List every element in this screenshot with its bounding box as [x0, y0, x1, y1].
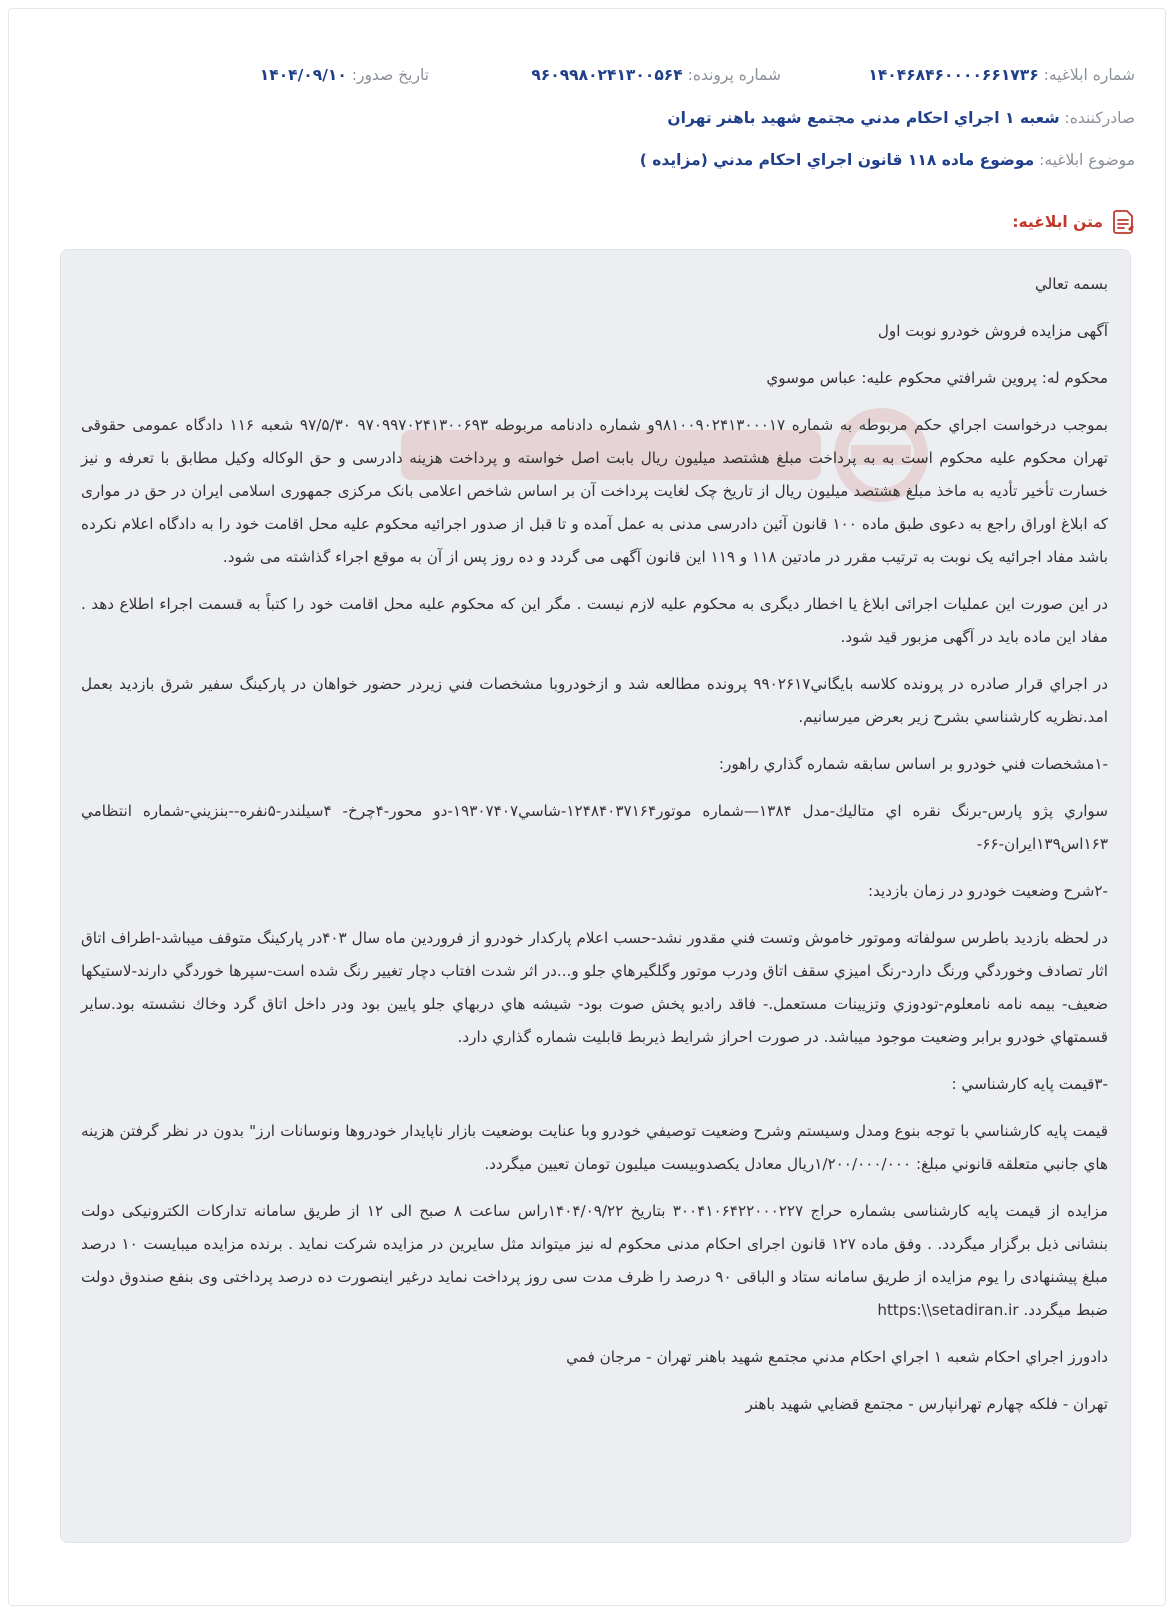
paragraph-notification-rule: در این صورت این عملیات اجرائی ابلاغ یا اخطار دیگری به محکوم علیه لازم نیست . مگر این که محکوم علیه محل اقامت خود را کتباً به قسمت اجراء اطلاع دهد . مفاد این ماده باید در آگهی مزبور قید شود. [81, 595, 1108, 646]
paragraph-judgment: بموجب درخواست اجراي حكم مربوطه به شماره ۹۸۱۰۰۹۰۲۴۱۳۰۰۰۱۷و شماره دادنامه مربوطه ۹۷۰۹۹۷۰۲۴۱۳۰۰۶۹۳ ۹۷/۵/۳۰ شعبه ۱۱۶ دادگاه عمومی حقوقی تهران محکوم علیه محکوم است به به پرداخت مبلغ هشتصد میلیون ریال بابت اصل خواسته و پرداخت هزینه دادرسی و حق الوکاله وکیل مطابق با تعرفه و نیز خسارت تأخیر تأدیه به ماخذ مبلغ هشتصد میلیون ریال از تاریخ چک لغایت پرداخت آن بر اساس شاخص اعلامی بانک مرکزی جمهوری اسلامی ایران در حق در مواری که ابلاغ اوراق راجع به دعوی طبق ماده ۱۰۰ قانون آئین دادرسی مدنی به عمل آمده و تا قبل از صدور اجرائیه محکوم علیه محل اقامت خود را به دادگاه اعلام نکرده باشد مفاد اجرائیه یک نوبت به ترتیب مقرر در مادتین ۱۱۸ و ۱۱۹ این قانون آگهی می گردد و ده روز پس از آن به موقع اجراء گذاشته می شود. [81, 416, 1109, 566]
paragraph-base-price: قيمت پايه كارشناسي با توجه بنوع ومدل وسيستم وشرح وضعيت توصيفي خودرو وبا عنايت بوضعيت بازار ناپايدار خودروها ونوسانات ارز" بدون در نظر گرفتن هزينه هاي جانبي متعلقه قانوني مبلغ: ۱/۲۰۰/۰۰۰/۰۰۰ريال معادل يكصدوبيست ميليون تومان تعيين ميگردد. [81, 1122, 1108, 1173]
issuer-row [667, 109, 1135, 127]
paragraph-auction-title: آگهی مزایده فروش خودرو نوبت اول [877, 322, 1108, 340]
issuer-value: شعبه ۱ اجراي احكام مدني مجتمع شهيد باهنر تهران [667, 109, 1060, 127]
notice-text-heading [1012, 209, 1135, 235]
case-number [531, 66, 781, 84]
subject-row [640, 151, 1135, 169]
issue-date [260, 66, 429, 84]
notice-text-heading-label: متن ابلاغیه: [1012, 213, 1103, 231]
subject-label: موضوع ابلاغیه: [1039, 151, 1135, 169]
subject-value: موضوع ماده ۱۱۸ قانون اجراي احكام مدني (مزايده ) [639, 151, 1035, 169]
issue-date-label: تاریخ صدور: [351, 66, 429, 84]
notice-number-value: ۱۴۰۴۶۸۴۶۰۰۰۰۶۶۱۷۳۶ [868, 66, 1039, 84]
paragraph-price-heading: -۳قيمت پايه كارشناسي : [951, 1075, 1108, 1093]
notice-number [868, 66, 1135, 84]
paragraph-auction-details: مزایده از قیمت پایه کارشناسی بشماره حراج ۳۰۰۴۱۰۶۴۲۲۰۰۰۲۲۷ بتاريخ ۱۴۰۴/۰۹/۲۲راس ساعت ۸ صبح الی ۱۲ از طریق سامانه تدارکات الکترونیکی دولت بنشانی ذیل برگزار میگردد. . وفق ماده ۱۲۷ قانون اجرای احکام مدنی محکوم له نیز میتواند مثل سایرین در مزایده شرکت نماید . برنده مزایده میبایست ۱۰ درصد مبلغ پیشنهادی را یوم مزایده از طریق سامانه ستاد و الباقی ۹۰ درصد را ظرف مدت سی روز پرداخت نماید درغیر اینصورت ده درصد پرداختی وی بنفع صندوق دولت ضبط میگردد. https:\\setadiran.ir [81, 1202, 1108, 1319]
paragraph-vehicle-specs: سواري پژو پارس-برنگ نقره اي متاليك-مدل ۱۳۸۴—شماره موتور۱۲۴۸۴۰۳۷۱۶۴-شاسي۱۹۳۰۷۴۰۷-دو محور-۴چرخ- ۴سيلندر-۵نفره--بنزيني-شماره انتظامي ۱۶۳اس۱۳۹ایران-۶۶- [81, 802, 1109, 853]
notice-number-label: شماره ابلاغیه: [1043, 66, 1135, 84]
issue-date-value: ۱۴۰۴/۰۹/۱۰ [259, 66, 347, 84]
paragraph-inspection: در اجراي قرار صادره در پرونده كلاسه بايگاني۹۹۰۲۶۱۷ پرونده مطالعه شد و ازخودروبا مشخصات فني زيردر حضور خواهان در پاركينگ سفير شرق بازديد بعمل امد.نظريه كارشناسي بشرح زير بعرض ميرسانيم. [81, 675, 1108, 726]
notice-page [8, 8, 1166, 1606]
paragraph-bismillah: بسمه تعالي [1035, 275, 1108, 293]
notice-body-panel [60, 249, 1131, 1543]
paragraph-condition-heading: -۲شرح وضعيت خودرو در زمان بازديد: [867, 882, 1108, 900]
case-number-value: ۹۶۰۹۹۸۰۲۴۱۳۰۰۵۶۴ [531, 66, 683, 84]
header-meta-row [9, 66, 1165, 92]
document-text-icon [1111, 209, 1135, 235]
paragraph-vehicle-condition: در لحظه بازديد باطرس سولفاته وموتور خاموش وتست فني مقدور نشد-حسب اعلام پاركدار خودرو از فروردين ماه سال ۴۰۳در پاركينگ متوقف ميباشد-اطراف اتاق اثار تصادف وخوردگي ورنگ دارد-رنگ اميزي سقف اتاق ودرب موتور وگلگيرهاي جلو و...در اثر شدت افتاب دچار تغيير رنگ شده است-سپرها خوردگي دارند-لاستيكها ضعيف- بيمه نامه نامعلوم-تودوزي وتزيينات مستعمل.- فاقد راديو پخش صوت بود- شيشه هاي دربهاي جلو پايين بود ودر داخل اتاق گرد وخاك نشسته بود.ساير قسمتهاي خودرو برابر وضعيت موجود ميباشد. در صورت احراز شرايط ذيربط قابليت شماره گذاري دارد. [81, 929, 1108, 1046]
case-number-label: شماره پرونده: [687, 66, 781, 84]
issuer-label: صادرکننده: [1064, 109, 1135, 127]
paragraph-officer: دادورز اجراي احكام شعبه ۱ اجراي احكام مدني مجتمع شهيد باهنر تهران - مرجان فمي [566, 1348, 1108, 1366]
paragraph-parties: محكوم له: پروين شرافتي محكوم عليه: عباس موسوي [766, 369, 1108, 387]
paragraph-address: تهران - فلكه چهارم تهرانپارس - مجتمع قضايي شهيد باهنر [745, 1395, 1108, 1413]
paragraph-spec-heading: -۱مشخصات فني خودرو بر اساس سابقه شماره گذاري راهور: [718, 755, 1108, 773]
